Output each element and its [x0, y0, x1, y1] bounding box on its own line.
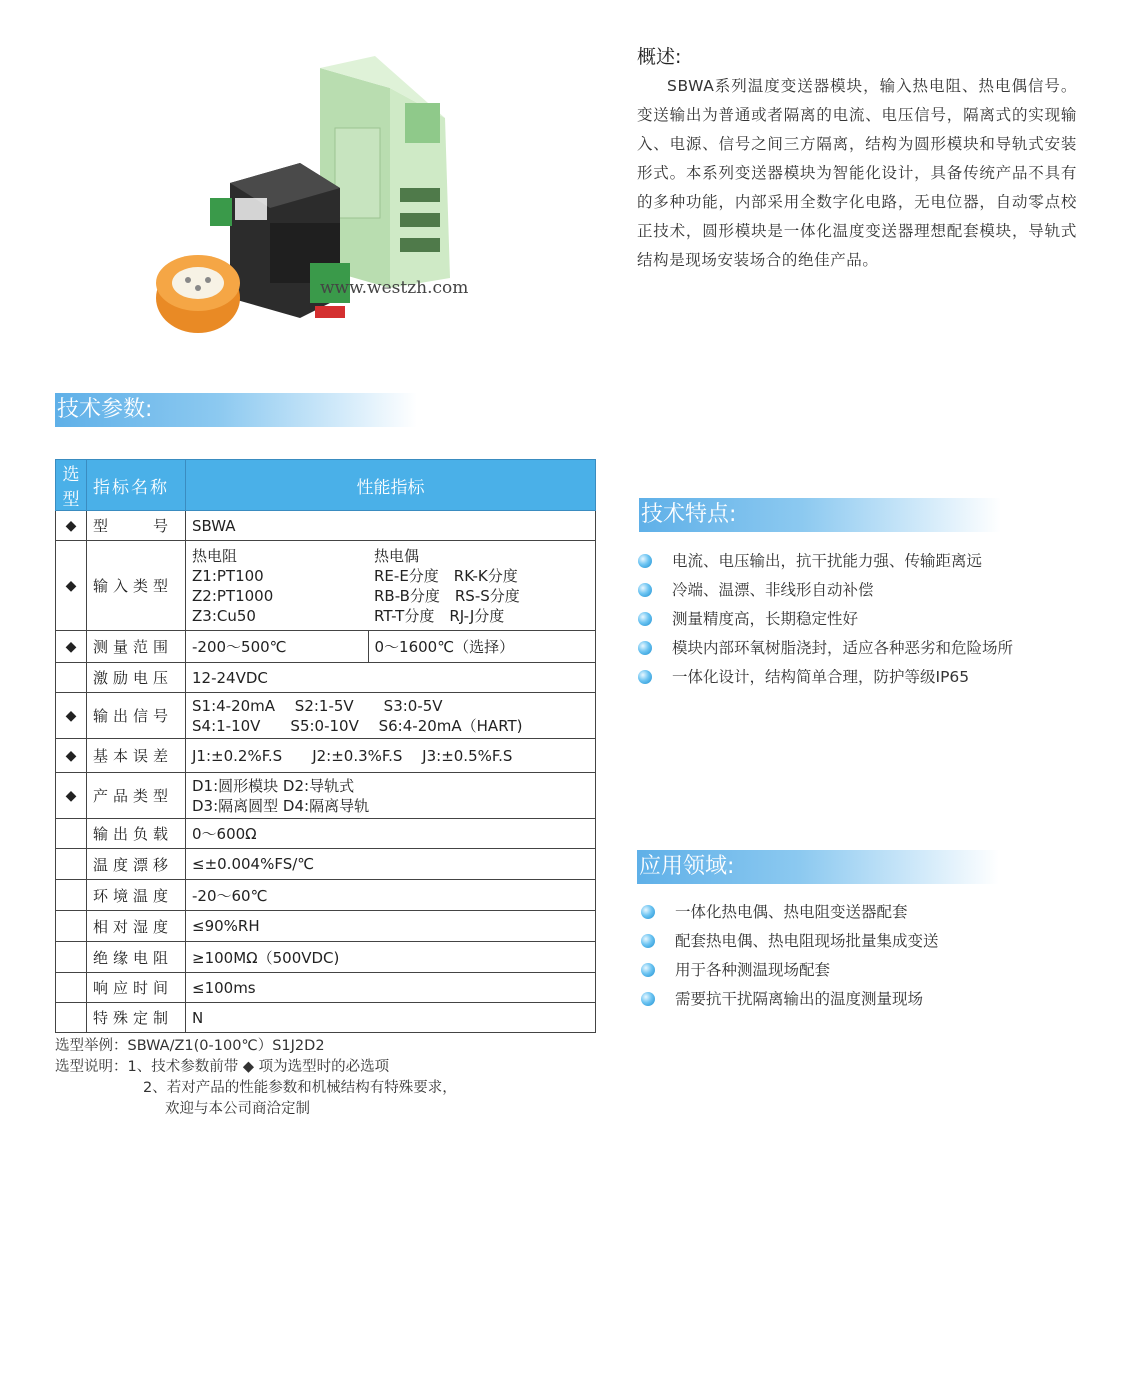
bullet-icon — [638, 612, 652, 626]
row-value: ≤100ms — [186, 973, 596, 1003]
ptype-line: D3:隔离圆型 D4:隔离导轨 — [192, 796, 370, 815]
feature-text: 一体化设计，结构简单合理，防护等级IP65 — [672, 668, 970, 686]
features-banner: 技术特点: — [639, 498, 1001, 532]
photo-watermark: www.westzh.com — [320, 278, 469, 298]
table-header-row — [56, 460, 596, 511]
list-item — [641, 898, 939, 927]
ptype-line: D1:圆形模块 D2:导轨式 — [192, 776, 355, 795]
row-value-tc: 0～1600℃（选择） — [368, 631, 596, 663]
bullet-icon — [641, 934, 655, 948]
feature-text: 测量精度高，长期稳定性好 — [672, 610, 859, 628]
table-row — [56, 1003, 596, 1033]
table-row — [56, 942, 596, 973]
select-cell — [56, 911, 87, 942]
row-value: N — [186, 1003, 596, 1033]
table-row — [56, 541, 596, 631]
row-name: 输出负载 — [87, 819, 186, 849]
bullet-icon — [638, 554, 652, 568]
row-name: 温度漂移 — [87, 849, 186, 880]
select-cell — [56, 942, 87, 973]
required-diamond: ◆ — [56, 739, 87, 773]
list-item — [638, 547, 1013, 576]
tc-line: RB-B分度 RS-S分度 — [374, 586, 520, 605]
table-row — [56, 631, 596, 663]
select-cell — [56, 849, 87, 880]
list-item — [641, 956, 939, 985]
row-name: 输入类型 — [87, 541, 186, 631]
row-name: 输出信号 — [87, 693, 186, 739]
table-row — [56, 973, 596, 1003]
list-item — [638, 576, 1013, 605]
table-row — [56, 773, 596, 819]
row-value: -20～60℃ — [186, 880, 596, 911]
row-value — [186, 773, 596, 819]
list-item — [638, 634, 1013, 663]
tc-line: 热电偶 — [374, 546, 420, 565]
row-value: 12-24VDC — [186, 663, 596, 693]
row-value: ≤±0.004%FS/℃ — [186, 849, 596, 880]
rtd-line: 热电阻 — [192, 546, 238, 565]
row-name: 基本误差 — [87, 739, 186, 773]
feature-text: 模块内部环氧树脂浇封，适应各种恶劣和危险场所 — [672, 639, 1014, 657]
table-row — [56, 739, 596, 773]
bullet-icon — [638, 583, 652, 597]
rtd-line: Z1:PT100 — [192, 566, 264, 585]
rtd-line: Z3:Cu50 — [192, 606, 256, 625]
application-text: 需要抗干扰隔离输出的温度测量现场 — [675, 990, 924, 1008]
list-item — [641, 985, 939, 1014]
table-row — [56, 880, 596, 911]
select-cell — [56, 663, 87, 693]
row-name: 测量范围 — [87, 631, 186, 663]
row-name: 绝缘电阻 — [87, 942, 186, 973]
required-diamond: ◆ — [56, 511, 87, 541]
select-cell — [56, 880, 87, 911]
selection-desc-3: 欢迎与本公司商洽定制 — [165, 1101, 310, 1117]
row-name: 相对湿度 — [87, 911, 186, 942]
selection-desc-2: 2、若对产品的性能参数和机械结构有特殊要求， — [143, 1080, 457, 1096]
selection-notes — [55, 1036, 457, 1120]
output-line: S1:4-20mA S2:1-5V S3:0-5V — [192, 696, 443, 715]
applications-banner: 应用领域: — [637, 850, 999, 884]
row-name: 产品类型 — [87, 773, 186, 819]
selection-desc-1: 选型说明：1、技术参数前带 ◆ 项为选型时的必选项 — [55, 1059, 390, 1075]
list-item — [641, 927, 939, 956]
row-value — [186, 693, 596, 739]
row-name: 环境温度 — [87, 880, 186, 911]
row-value: ≥100MΩ（500VDC) — [186, 942, 596, 973]
application-text: 一体化热电偶、热电阻变送器配套 — [675, 903, 908, 921]
bullet-icon — [641, 963, 655, 977]
tc-line: RT-T分度 RJ-J分度 — [374, 606, 505, 625]
orange-round-module — [156, 255, 240, 333]
header-select: 选型 — [56, 460, 87, 511]
required-diamond: ◆ — [56, 631, 87, 663]
bullet-icon — [638, 670, 652, 684]
features-list — [638, 547, 1013, 692]
row-name: 激励电压 — [87, 663, 186, 693]
application-text: 用于各种测温现场配套 — [675, 961, 831, 979]
overview-text: SBWA系列温度变送器模块，输入热电阻、热电偶信号。变送输出为普通或者隔离的电流、电压信号，隔离式的实现输入、电源、信号之间三方隔离，结构为圆形模块和导轨式安装形式。本系列变送器模块为智能化设计，具备传统产品不具有的多种功能，内部采用全数字化电路，无电位器，自动零点校正技术，圆形模块是一体化温度变送器理想配套模块，导轨式结构是现场安装场合的绝佳产品。 — [637, 77, 1077, 269]
bullet-icon — [638, 641, 652, 655]
rtd-line: Z2:PT1000 — [192, 586, 274, 605]
row-name: 特殊定制 — [87, 1003, 186, 1033]
select-cell — [56, 973, 87, 1003]
list-item — [638, 663, 1013, 692]
table-row — [56, 663, 596, 693]
tech-params-banner: 技术参数: — [55, 393, 417, 427]
table-row — [56, 819, 596, 849]
row-value-rtd: -200～500℃ — [186, 631, 369, 663]
row-value: J1:±0.2%F.S J2:±0.3%F.S J3:±0.5%F.S — [186, 739, 596, 773]
list-item — [638, 605, 1013, 634]
feature-text: 冷端、温漂、非线形自动补偿 — [672, 581, 874, 599]
select-cell — [56, 1003, 87, 1033]
tc-line: RE-E分度 RK-K分度 — [374, 566, 518, 585]
row-value-rtd — [186, 541, 369, 631]
row-value: 0～600Ω — [186, 819, 596, 849]
product-photo — [150, 48, 480, 348]
header-name: 指标名称 — [87, 460, 186, 511]
overview-title: 概述: — [637, 46, 682, 68]
table-row — [56, 849, 596, 880]
bullet-icon — [641, 905, 655, 919]
required-diamond: ◆ — [56, 773, 87, 819]
selection-example: 选型举例：SBWA/Z1(0-100℃）S1J2D2 — [55, 1038, 325, 1054]
row-value: ≤90%RH — [186, 911, 596, 942]
table-row — [56, 911, 596, 942]
output-line: S4:1-10V S5:0-10V S6:4-20mA（HART) — [192, 716, 523, 735]
table-row — [56, 693, 596, 739]
table-row — [56, 511, 596, 541]
feature-text: 电流、电压输出，抗干扰能力强、传输距离远 — [672, 552, 983, 570]
required-diamond: ◆ — [56, 541, 87, 631]
row-value: SBWA — [186, 511, 596, 541]
spec-table — [55, 459, 596, 1033]
bullet-icon — [641, 992, 655, 1006]
header-perf: 性能指标 — [186, 460, 596, 511]
application-text: 配套热电偶、热电阻现场批量集成变送 — [675, 932, 939, 950]
select-cell — [56, 819, 87, 849]
overview-body — [637, 72, 1077, 275]
applications-list — [641, 898, 939, 1014]
row-value-tc — [368, 541, 596, 631]
row-name: 响应时间 — [87, 973, 186, 1003]
row-name: 型 号 — [87, 511, 186, 541]
required-diamond: ◆ — [56, 693, 87, 739]
